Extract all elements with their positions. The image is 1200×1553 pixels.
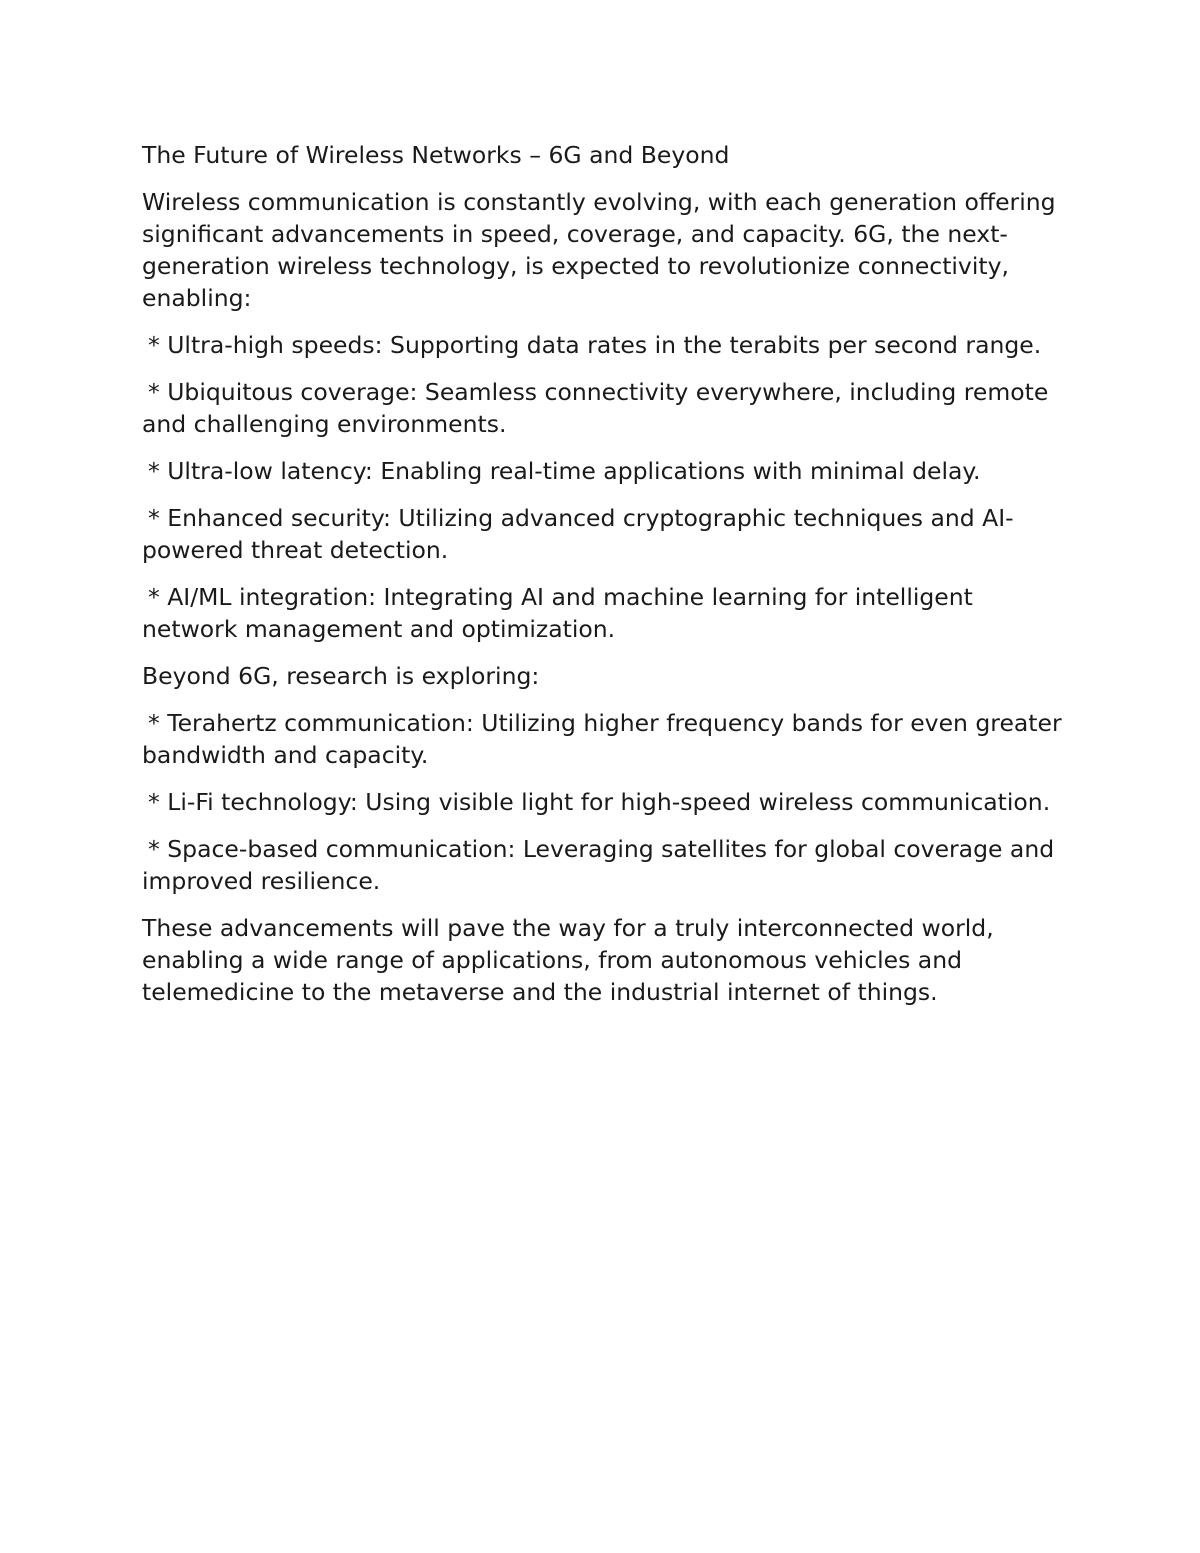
- list-item-text: Space-based communication: Leveraging satellites for global coverage and improved resilience.: [142, 835, 1055, 895]
- list-item-text: Ultra-low latency: Enabling real-time applications with minimal delay.: [167, 457, 981, 485]
- bullet-marker: *: [148, 378, 160, 406]
- list-item: [142, 455, 1062, 487]
- bullet-marker: *: [148, 504, 160, 532]
- list-item: [142, 329, 1062, 361]
- bullet-marker: *: [148, 457, 160, 485]
- bullet-marker: *: [148, 835, 160, 863]
- document-title: The Future of Wireless Networks – 6G and Beyond: [142, 141, 730, 169]
- bullet-marker: *: [148, 331, 160, 359]
- conclusion-paragraph: These advancements will pave the way for a truly interconnected world, enabling a wide range of applications, from autonomous vehicles and telemedicine to the metaverse and the industrial internet of things.: [142, 914, 994, 1006]
- list-item-text: Terahertz communication: Utilizing higher frequency bands for even greater bandwidth and capacity.: [142, 709, 1062, 769]
- bullet-marker: *: [148, 583, 160, 611]
- list-item-text: AI/ML integration: Integrating AI and machine learning for intelligent network management and optimization.: [142, 583, 973, 643]
- list-item: [142, 502, 1062, 566]
- list-item: [142, 376, 1062, 440]
- list-item: [142, 833, 1062, 897]
- list-item-text: Ultra-high speeds: Supporting data rates in the terabits per second range.: [167, 331, 1042, 359]
- list-item-text: Enhanced security: Utilizing advanced cryptographic techniques and AI-powered threat detection.: [142, 504, 1014, 564]
- bullet-marker: *: [148, 709, 160, 737]
- beyond-intro-paragraph: Beyond 6G, research is exploring:: [142, 662, 540, 690]
- intro-paragraph: Wireless communication is constantly evolving, with each generation offering significant advancements in speed, coverage, and capacity. 6G, the next-generation wireless technology, is expected to revolutionize connectivity, enabling:: [142, 188, 1056, 312]
- list-item: [142, 581, 1062, 645]
- bullet-marker: *: [148, 788, 160, 816]
- list-item: [142, 786, 1062, 818]
- list-item-text: Li-Fi technology: Using visible light for high-speed wireless communication.: [167, 788, 1051, 816]
- document-body: [142, 139, 1062, 1023]
- list-item: [142, 707, 1062, 771]
- list-item-text: Ubiquitous coverage: Seamless connectivity everywhere, including remote and challenging environments.: [142, 378, 1049, 438]
